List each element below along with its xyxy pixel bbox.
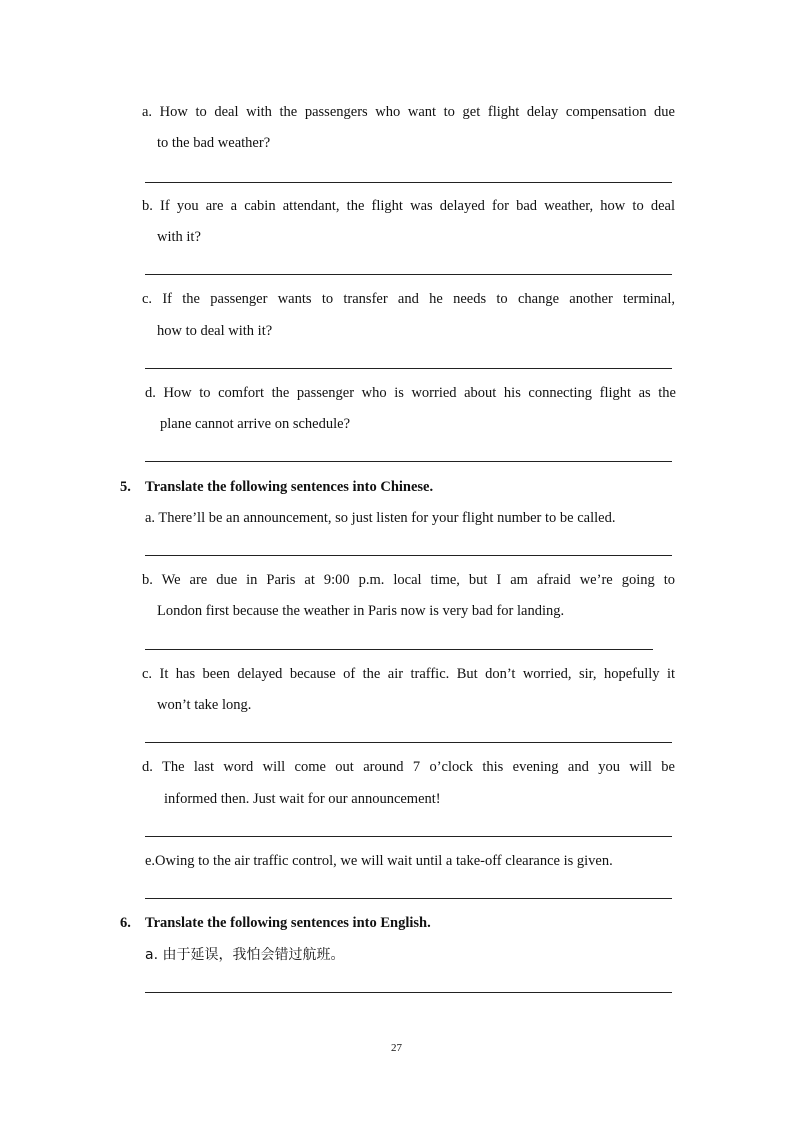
question-4c-line1: c. If the passenger wants to transfer and he needs to change another terminal, [142,291,675,307]
question-4d-line1: d. How to comfort the passenger who is worried about his connecting flight as the [145,385,676,401]
question-4b-line1: b. If you are a cabin attendant, the flight was delayed for bad weather, how to deal [142,198,675,214]
answer-line-4b[interactable] [145,274,672,275]
answer-line-5e[interactable] [145,898,672,899]
section-5-number: 5. [120,479,131,495]
question-5b-line2: London first because the weather in Paris now is very bad for landing. [157,603,565,619]
question-5e: e.Owing to the air traffic control, we will wait until a take-off clearance is given. [145,853,613,869]
answer-line-4a[interactable] [145,182,672,183]
answer-line-4c[interactable] [145,368,672,369]
question-4b-line2: with it? [157,229,201,245]
question-4c-line2: how to deal with it? [157,323,273,339]
question-5c-line1: c. It has been delayed because of the air traffic. But don’t worried, sir, hopefully it [142,666,675,682]
answer-line-4d[interactable] [145,461,672,462]
section-6-number: 6. [120,915,131,931]
question-5c-line2: won’t take long. [157,697,252,713]
section-5-heading: Translate the following sentences into Chinese. [145,479,434,495]
question-5a: a. There’ll be an announcement, so just listen for your flight number to be called. [145,510,616,526]
section-6-heading: Translate the following sentences into English. [145,915,431,931]
question-5b-line1: b. We are due in Paris at 9:00 p.m. local time, but I am afraid we’re going to [142,572,675,588]
question-4a-line1: a. How to deal with the passengers who want to get flight delay compensation due [142,104,675,120]
page-number: 27 [391,1042,402,1054]
answer-line-5b[interactable] [145,649,653,650]
answer-line-5c[interactable] [145,742,672,743]
answer-line-5a[interactable] [145,555,672,556]
question-6a: a. 由于延误，我怕会错过航班。 [145,947,345,963]
answer-line-5d[interactable] [145,836,672,837]
question-4d-line2: plane cannot arrive on schedule? [160,416,351,432]
question-5d-line2: informed then. Just wait for our announcement! [164,791,441,807]
question-5d-line1: d. The last word will come out around 7 o’clock this evening and you will be [142,759,675,775]
answer-line-6a[interactable] [145,992,672,993]
question-4a-line2: to the bad weather? [157,135,271,151]
